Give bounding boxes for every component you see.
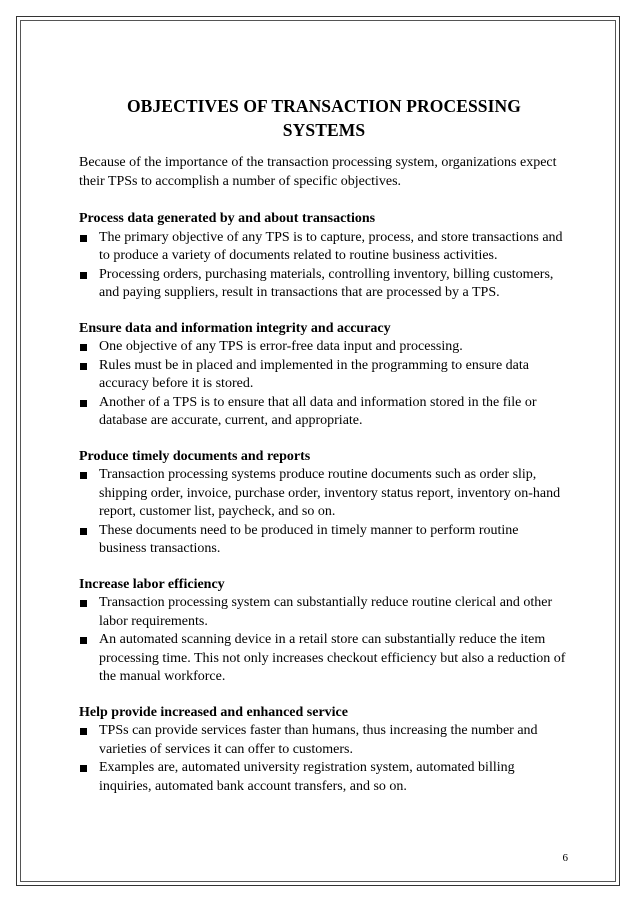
section-heading: Process data generated by and about transactions — [79, 211, 376, 226]
section-heading: Increase labor efficiency — [79, 576, 225, 592]
bullet-text: Processing orders, purchasing materials, controlling inventory, billing customers, and paying suppliers, result in transactions that are processed by a TPS. — [99, 266, 554, 300]
bullet-item — [79, 594, 569, 631]
bullet-item — [79, 229, 569, 266]
section-data-integrity — [79, 320, 569, 431]
square-bullet-icon — [80, 272, 87, 279]
square-bullet-icon — [80, 235, 87, 242]
square-bullet-icon — [80, 344, 87, 351]
bullet-text: One objective of any TPS is error-free data input and processing. — [99, 339, 463, 354]
square-bullet-icon — [80, 728, 87, 735]
bullet-list — [79, 229, 569, 303]
square-bullet-icon — [80, 472, 87, 479]
square-bullet-icon — [80, 637, 87, 644]
square-bullet-icon — [80, 528, 87, 535]
bullet-text: An automated scanning device in a retail store can substantially reduce the item processing time. This not only increases checkout efficiency but also a reduction of the manual workforce. — [99, 632, 566, 684]
page-number: 6 — [562, 852, 568, 864]
section-timely-documents — [79, 448, 569, 559]
bullet-item — [79, 759, 569, 796]
page-title — [79, 94, 569, 142]
bullet-text: Rules must be in placed and implemented in the programming to ensure data accuracy before it is stored. — [99, 357, 530, 391]
bullet-item — [79, 466, 569, 522]
bullet-item — [79, 266, 569, 303]
intro-paragraph: Because of the importance of the transaction processing system, organizations expect their TPSs to accomplish a number of specific objectives. — [79, 155, 557, 189]
bullet-text: Transaction processing systems produce routine documents such as order slip, shipping order, invoice, purchase order, inventory status report, inventory on-hand report, customer list, paycheck, and so on. — [99, 467, 561, 519]
section-enhanced-service — [79, 704, 569, 797]
section-heading: Ensure data and information integrity and accuracy — [79, 320, 391, 336]
bullet-list — [79, 466, 569, 559]
bullet-text: Transaction processing system can substantially reduce routine clerical and other labor requirements. — [99, 595, 553, 629]
bullet-text: Examples are, automated university registration system, automated billing inquiries, automated bank account transfers, and so on. — [99, 760, 515, 794]
bullet-list — [79, 722, 569, 796]
section-labor-efficiency — [79, 576, 569, 687]
square-bullet-icon — [80, 765, 87, 772]
bullet-list — [79, 594, 569, 687]
square-bullet-icon — [80, 400, 87, 407]
document-body — [79, 94, 569, 813]
bullet-item — [79, 722, 569, 759]
bullet-item — [79, 394, 569, 431]
bullet-text: These documents need to be produced in timely manner to perform routine business transactions. — [99, 522, 519, 556]
bullet-item — [79, 631, 569, 687]
bullet-text: The primary objective of any TPS is to capture, process, and store transactions and to produce a variety of documents related to routine business activities. — [99, 229, 563, 263]
section-heading: Help provide increased and enhanced service — [79, 704, 348, 720]
square-bullet-icon — [80, 363, 87, 370]
section-process-data — [79, 210, 569, 303]
bullet-item — [79, 522, 569, 559]
bullet-item — [79, 357, 569, 394]
bullet-item — [79, 338, 569, 357]
bullet-list — [79, 338, 569, 431]
bullet-text: TPSs can provide services faster than humans, thus increasing the number and varieties of services it can offer to customers. — [99, 723, 538, 757]
section-heading: Produce timely documents and reports — [79, 448, 311, 464]
page-title-line-2: SYSTEMS — [282, 120, 366, 140]
page-title-line-1: OBJECTIVES OF TRANSACTION PROCESSING — [126, 96, 522, 116]
square-bullet-icon — [80, 600, 87, 607]
bullet-text: Another of a TPS is to ensure that all data and information stored in the file or database are accurate, current, and appropriate. — [99, 394, 537, 428]
